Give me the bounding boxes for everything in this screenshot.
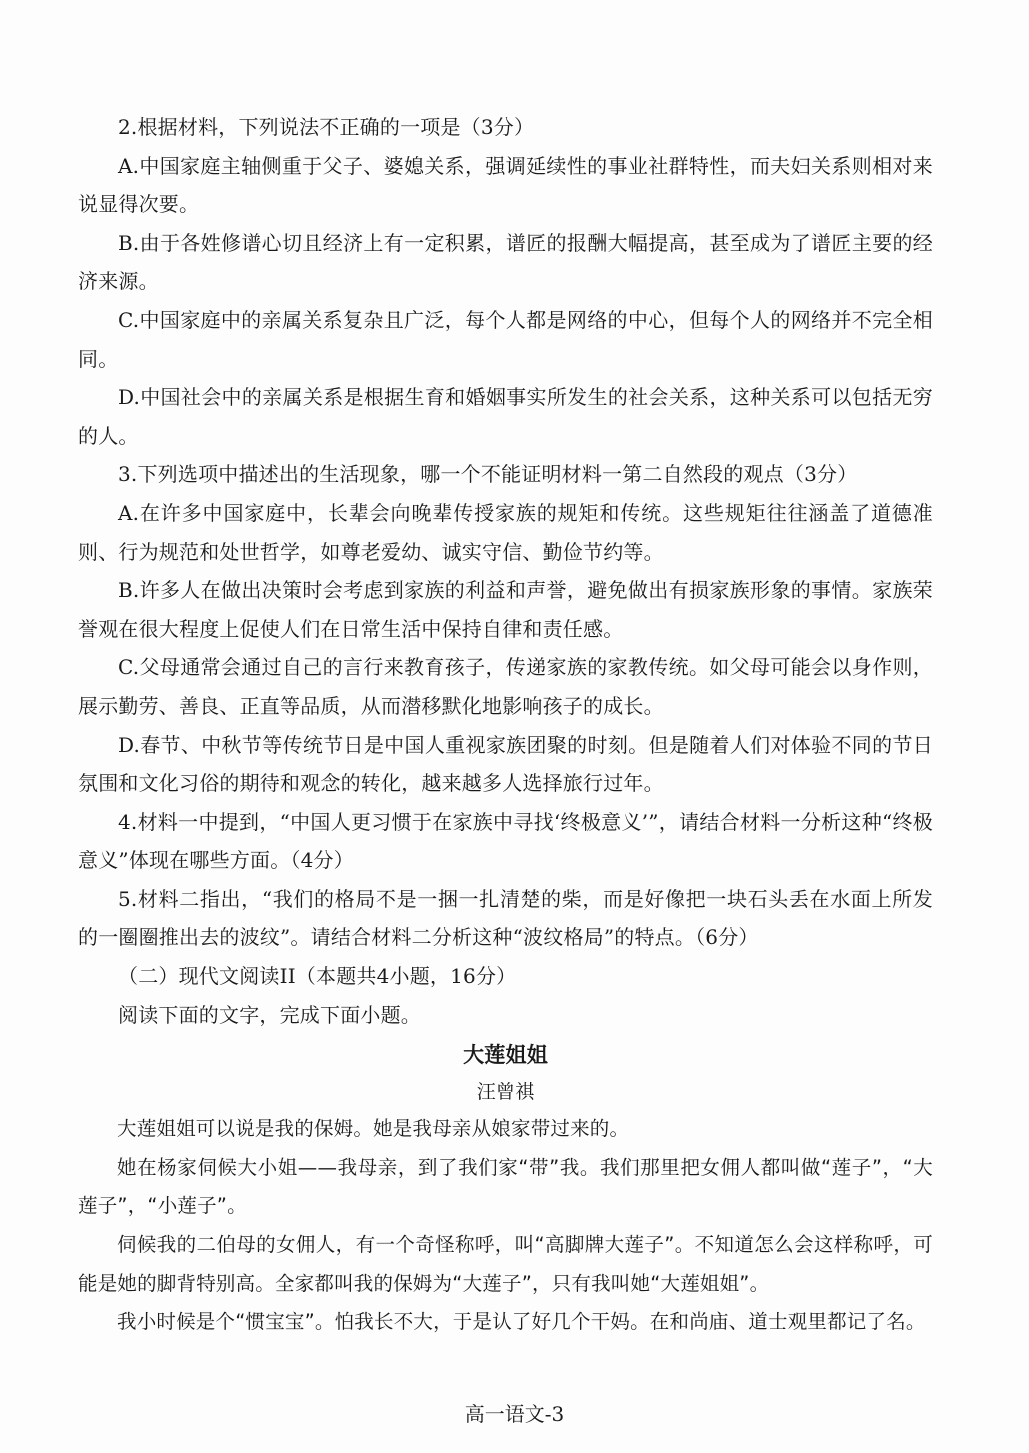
question-3-option-a: A.在许多中国家庭中，长辈会向晚辈传授家族的规矩和传统。这些规矩往往涵盖了道德准则、行为规范和处世哲学，如尊老爱幼、诚实守信、勤俭节约等。 [78,500,933,564]
section-heading: （二）现代文阅读II（本题共4小题，16分） [118,964,517,989]
question-3-option-d: D.春节、中秋节等传统节日是中国人重视家族团聚的时刻。但是随着人们对体验不同的节日氛围和文化习俗的期待和观念的转化，越来越多人选择旅行过年。 [78,732,933,796]
page-number-label: 高一语文-3 [464,1402,565,1426]
question-3-option-b: B.许多人在做出决策时会考虑到家族的利益和声誉，避免做出有损家族形象的事情。家族荣誉观在很大程度上促使人们在日常生活中保持自律和责任感。 [78,578,933,641]
question-2-option-a: A.中国家庭主轴侧重于父子、婆媳关系，强调延续性的事业社群特性，而夫妇关系则相对来说显得次要。 [78,153,933,217]
article-paragraph: 我小时候是个“惯宝宝”。怕我长不大，于是认了好几个干妈。在和尚庙、道士观里都记了名。 [117,1310,926,1334]
question-5: 5.材料二指出，“我们的格局不是一捆一扎清楚的柴，而是好像把一块石头丢在水面上所发的一圈圈推出去的波纹”。请结合材料二分析这种“波纹格局”的特点。（6分） [78,886,933,950]
article-paragraph: 大莲姐姐可以说是我的保姆。她是我母亲从娘家带过来的。 [117,1117,630,1141]
question-2-stem: 2.根据材料，下列说法不正确的一项是（3分） [118,115,535,139]
article-title: 大莲姐姐 [463,1043,548,1068]
question-3-stem: 3.下列选项中描述出的生活现象，哪一个不能证明材料一第二自然段的观点（3分） [118,462,858,487]
article-paragraph: 伺候我的二伯母的女佣人，有一个奇怪称呼，叫“高脚牌大莲子”。不知道怎么会这样称呼，可能是她的脚背特别高。全家都叫我的保姆为“大莲子”，只有我叫她“大莲姐姐”。 [78,1233,933,1295]
page-content [78,108,933,1342]
question-2-option-c: C.中国家庭中的亲属关系复杂且广泛，每个人都是网络的中心，但每个人的网络并不完全相同。 [78,307,933,371]
question-3-option-c: C.父母通常会通过自己的言行来教育孩子，传递家族的家教传统。如父母可能会以身作则，展示勤劳、善良、正直等品质，从而潜移默化地影响孩子的成长。 [78,655,933,718]
page-footer [0,1400,1029,1428]
question-2-option-d: D.中国社会中的亲属关系是根据生育和婚姻事实所发生的社会关系，这种关系可以包括无穷的人。 [78,385,933,448]
section-instruction: 阅读下面的文字，完成下面小题。 [118,1002,421,1027]
question-2-option-b: B.由于各姓修谱心切且经济上有一定积累，谱匠的报酬大幅提高，甚至成为了谱匠主要的经济来源。 [78,230,933,294]
article-paragraph: 她在杨家伺候大小姐——我母亲，到了我们家“带”我。我们那里把女佣人都叫做“莲子”，“大莲子”，“小莲子”。 [78,1155,933,1218]
article-author: 汪曾祺 [476,1081,535,1104]
question-4: 4.材料一中提到，“中国人更习惯于在家族中寻找‘终极意义’”，请结合材料一分析这种“终极意义”体现在哪些方面。（4分） [78,809,933,873]
